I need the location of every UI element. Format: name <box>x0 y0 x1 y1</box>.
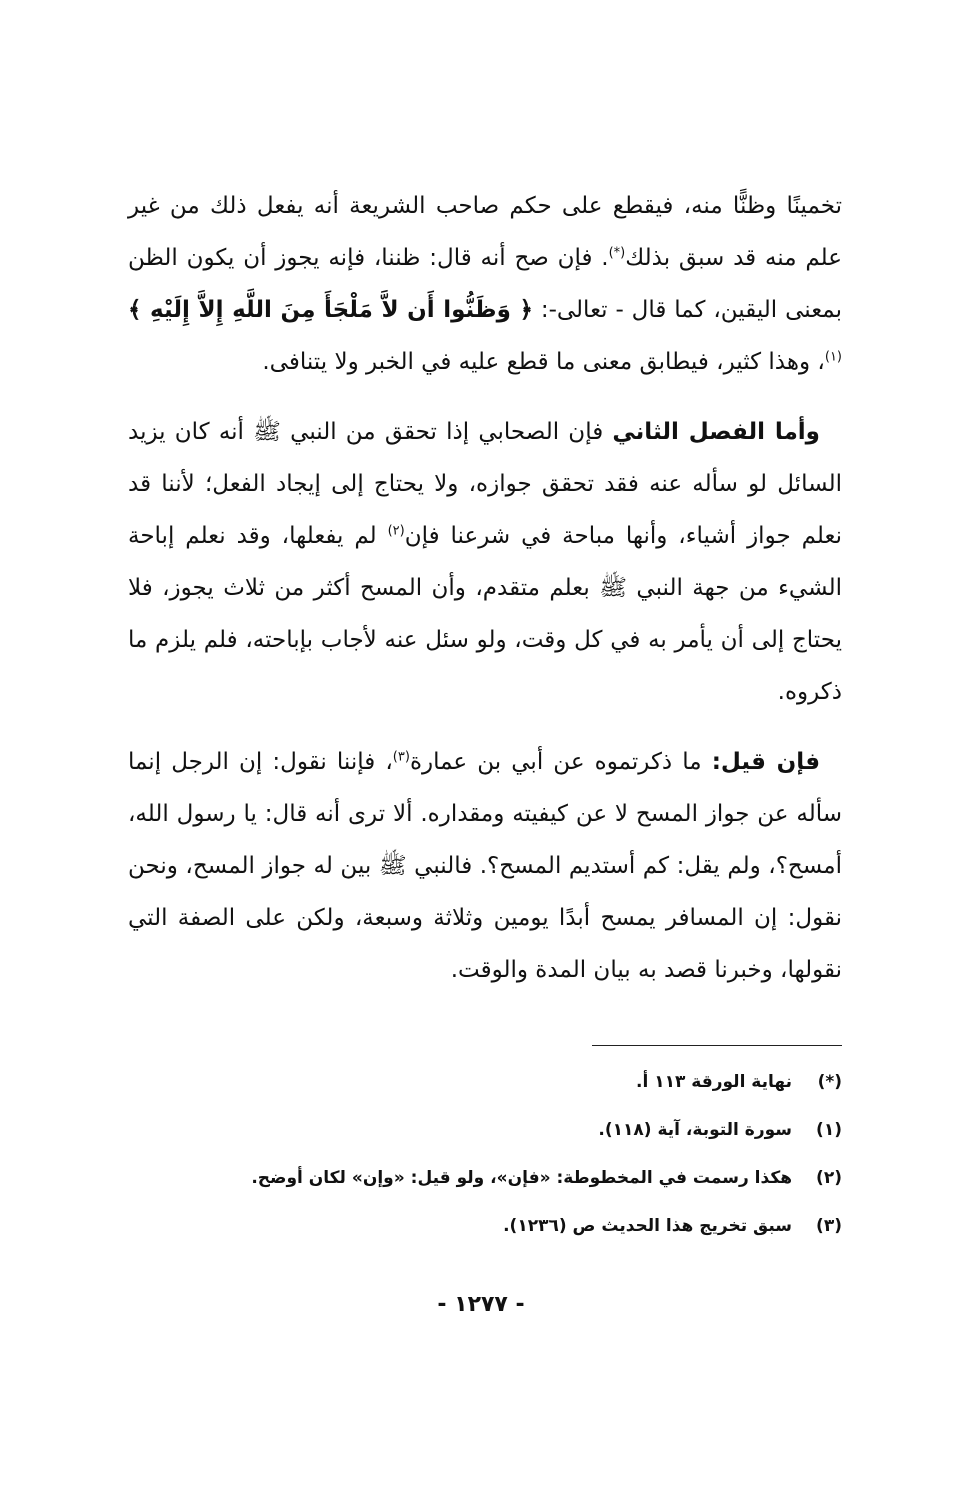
footnote-ref-3: (٣) <box>392 749 410 765</box>
paragraph-2-text: فإن الصحابي إذا تحقق من النبي ﷺ أنه كان يزيد السائل لو سأله عنه فقد تحقق جوازه، ولا يحتاج إلى إيجاد الفعل؛ لأننا قد نعلم جواز أشياء، وأنها مباحة في شرعنا فإن <box>128 419 842 549</box>
footnote-ref-star: (*) <box>608 245 626 261</box>
quran-quote: ﴿ وَظَنُّوا أَن لاَّ مَلْجَأَ مِنَ اللَّهِ إِلاَّ إِلَيْهِ ﴾ <box>128 297 533 323</box>
paragraph-3 <box>128 736 842 996</box>
footnote-ref-2: (٢) <box>387 523 405 539</box>
footnote-3 <box>240 1214 842 1238</box>
footnote-2 <box>240 1166 842 1190</box>
footnote-star <box>240 1070 842 1094</box>
footnote-text: سبق تخريج هذا الحديث ص (١٢٣٦). <box>503 1216 792 1236</box>
paragraph-1 <box>128 180 842 388</box>
paragraph-2-lead: وأما الفصل الثاني <box>612 419 820 445</box>
footnote-number: (٢) <box>816 1168 842 1188</box>
paragraph-3-lead: فإن قيل: <box>711 749 821 775</box>
footnote-number: (٣) <box>816 1216 842 1236</box>
paragraph-1-text: تخمينًا وظنًّا منه، فيقطع على حكم صاحب الشريعة أنه يفعل ذلك من غير علم منه قد سبق بذلك <box>128 193 842 271</box>
footnote-number: (١) <box>816 1120 842 1140</box>
paragraph-3-text-2: ، فإننا نقول: إن الرجل إنما سأله عن جواز المسح لا عن كيفيته ومقداره. ألا ترى أنه قال: يا رسول الله، أمسح؟، ولم يقل: كم أستديم المسح؟. فالنبي ﷺ بين له جواز المسح، ونحن نقول: إن المسافر يمسح أبدًا يومين وثلاثة وسبعة، ولكن على الصفة التي نقولها، وخبرنا قصد به بيان المدة والوقت. <box>128 749 842 983</box>
paragraph-3-text: ما ذكرتموه عن أبي بن عمارة <box>409 749 712 775</box>
footnote-text: نهاية الورقة ١١٣ أ. <box>636 1072 792 1092</box>
footnote-number: (*) <box>817 1072 842 1092</box>
paragraph-1-text-2: . فإن صح أنه قال: ظننا، فإنه يجوز أن يكون الظن بمعنى اليقين، كما قال - تعالى-: <box>128 245 842 323</box>
page-number: - ١٢٧٧ - <box>437 1292 525 1317</box>
footnote-text: هكذا رسمت في المخطوطة: «فإن»، ولو قيل: «وإن» لكان أوضح. <box>251 1168 792 1188</box>
footnote-text: سورة التوبة، آية (١١٨). <box>598 1120 792 1140</box>
footnote-ref-1: (١) <box>824 349 842 365</box>
paragraph-2 <box>128 406 842 718</box>
footnotes <box>240 1070 842 1262</box>
footnote-divider <box>592 1045 842 1046</box>
paragraph-1-text-3: ، وهذا كثير، فيطابق معنى ما قطع عليه في الخبر ولا يتنافى. <box>262 349 825 375</box>
main-text <box>128 180 842 1014</box>
footnote-1 <box>240 1118 842 1142</box>
paragraph-2-text-2: لم يفعلها، وقد نعلم إباحة الشيء من جهة النبي ﷺ بعلم متقدم، وأن المسح أكثر من ثلاث يجوز، فلا يحتاج إلى أن يأمر به في كل وقت، ولو سئل عنه لأجاب بإباحته، فلم يلزم ما ذكروه. <box>128 523 842 705</box>
